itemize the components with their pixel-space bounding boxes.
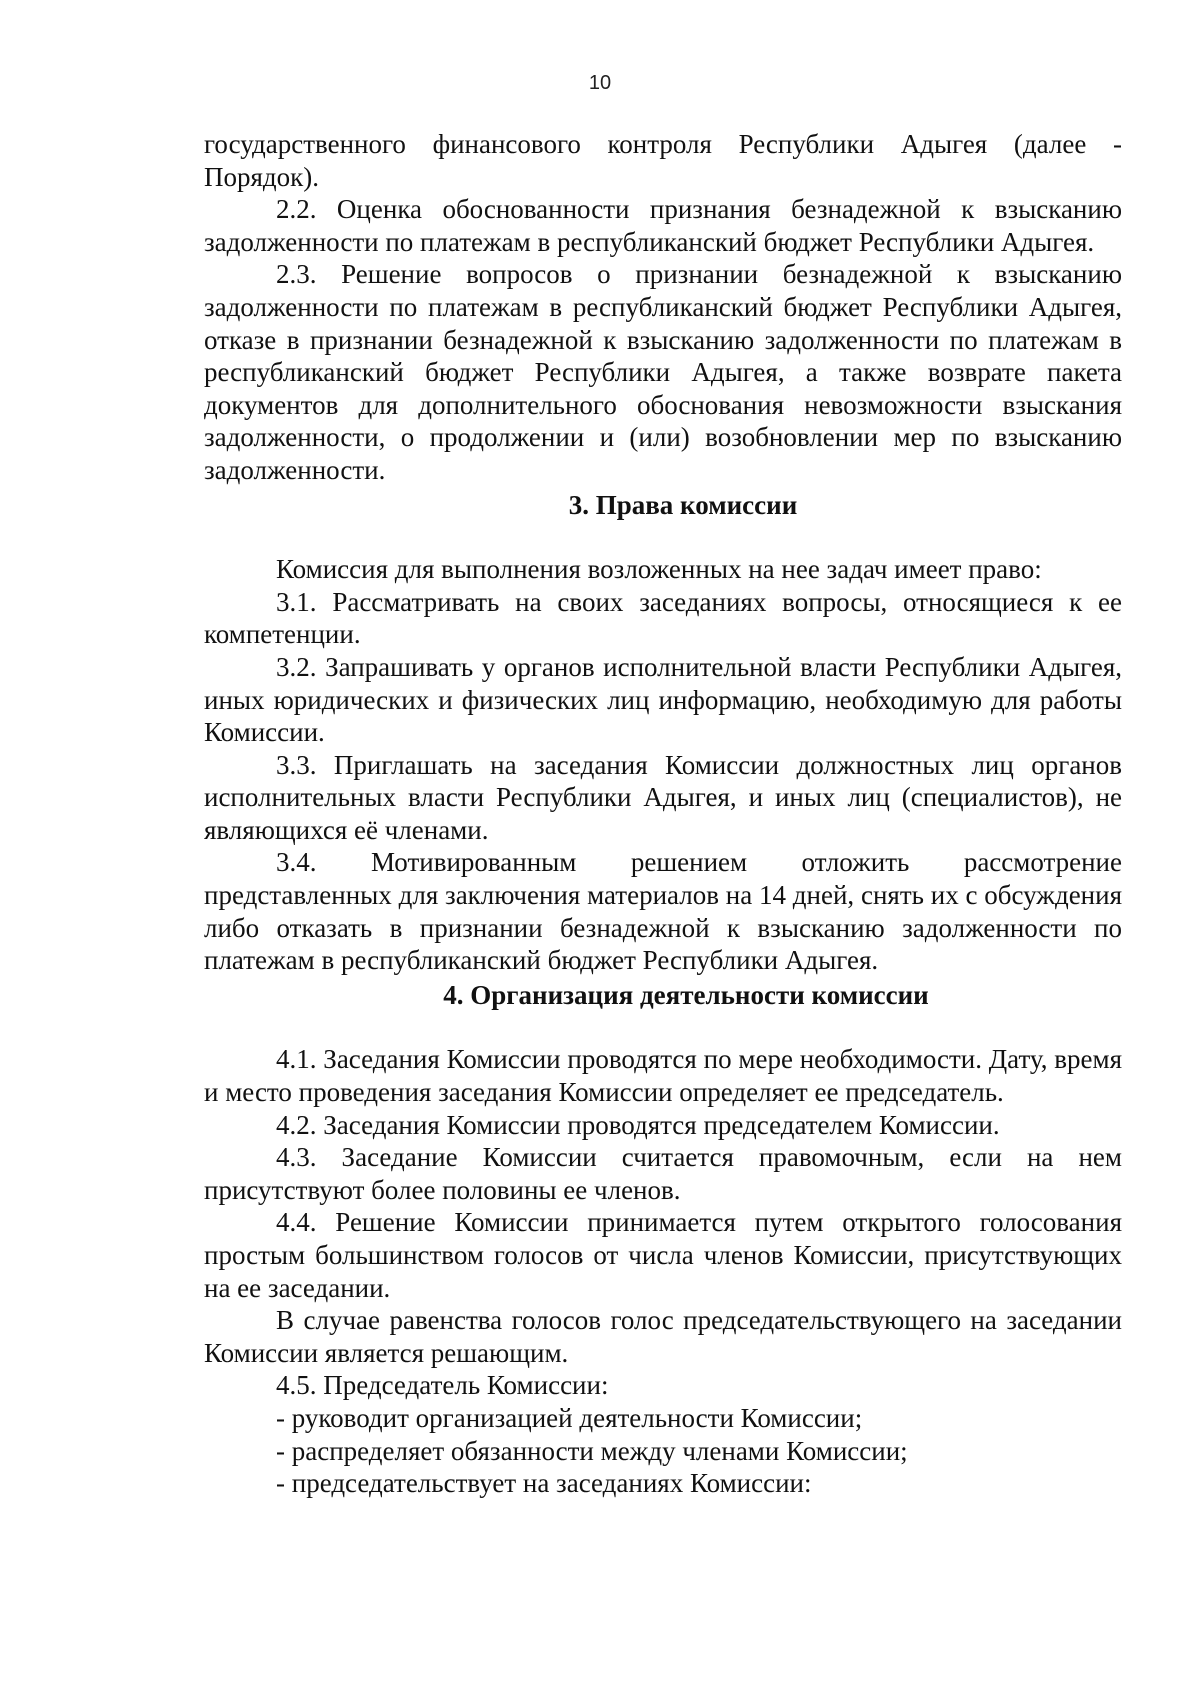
- paragraph-4-4-tie: В случае равенства голосов голос председательствующего на заседании Комиссии является решающим.: [204, 1305, 1122, 1368]
- paragraph-4-2: 4.2. Заседания Комиссии проводятся председателем Комиссии.: [276, 1109, 1000, 1140]
- section-3-heading: 3. Права комиссии: [568, 489, 798, 520]
- paragraph-4-5: 4.5. Председатель Комиссии:: [276, 1370, 609, 1401]
- paragraph-4-1: 4.1. Заседания Комиссии проводятся по мере необходимости. Дату, время и место проведения заседания Комиссии определяет ее председатель.: [204, 1044, 1122, 1108]
- list-item: - руководит организацией деятельности Комиссии;: [276, 1402, 863, 1433]
- paragraph-3-2: 3.2. Запрашивать у органов исполнительной власти Республики Адыгея, иных юридических и физических лиц информацию, необходимую для работы Комиссии.: [204, 651, 1122, 748]
- paragraph-3-4: 3.4. Мотивированным решением отложить рассмотрение представленных для заключения материалов на 14 дней, снять их с обсуждения либо отказать в признании безнадежной к взысканию задолженности по платежам в республиканский бюджет Республики Адыгея.: [204, 847, 1122, 976]
- paragraph-2-3: 2.3. Решение вопросов о признании безнадежной к взысканию задолженности по платежам в республиканский бюджет Республики Адыгея, отказе в признании безнадежной к взысканию задолженности по платежам в республиканский бюджет Республики Адыгея, а также возврате пакета документов для дополнительного обоснования невозможности взыскания задолженности, о продолжении и (или) возобновлении мер по взысканию задолженности.: [204, 259, 1122, 485]
- paragraph-2-2: 2.2. Оценка обоснованности признания безнадежной к взысканию задолженности по платежам в республиканский бюджет Республики Адыгея.: [204, 194, 1122, 257]
- paragraph-3-intro: Комиссия для выполнения возложенных на нее задач имеет право:: [276, 554, 1042, 585]
- list-item: - председательствует на заседаниях Комиссии:: [276, 1468, 812, 1499]
- page-number: 10: [588, 72, 612, 94]
- paragraph-3-1: 3.1. Рассматривать на своих заседаниях вопросы, относящиеся к ее компетенции.: [204, 586, 1122, 650]
- paragraph-4-3: 4.3. Заседание Комиссии считается правомочным, если на нем присутствуют более половины ее членов.: [204, 1142, 1122, 1205]
- document-body: [204, 128, 1122, 1500]
- list-item: - распределяет обязанности между членами Комиссии;: [276, 1435, 908, 1466]
- section-4-heading: 4. Организация деятельности комиссии: [443, 979, 929, 1010]
- paragraph-intro: государственного финансового контроля Республики Адыгея (далее - Порядок).: [204, 129, 1122, 192]
- paragraph-4-4: 4.4. Решение Комиссии принимается путем открытого голосования простым большинством голосов от числа членов Комиссии, присутствующих на ее заседании.: [204, 1207, 1122, 1303]
- paragraph-3-3: 3.3. Приглашать на заседания Комиссии должностных лиц органов исполнительных власти Республики Адыгея, и иных лиц (специалистов), не являющихся её членами.: [204, 749, 1122, 845]
